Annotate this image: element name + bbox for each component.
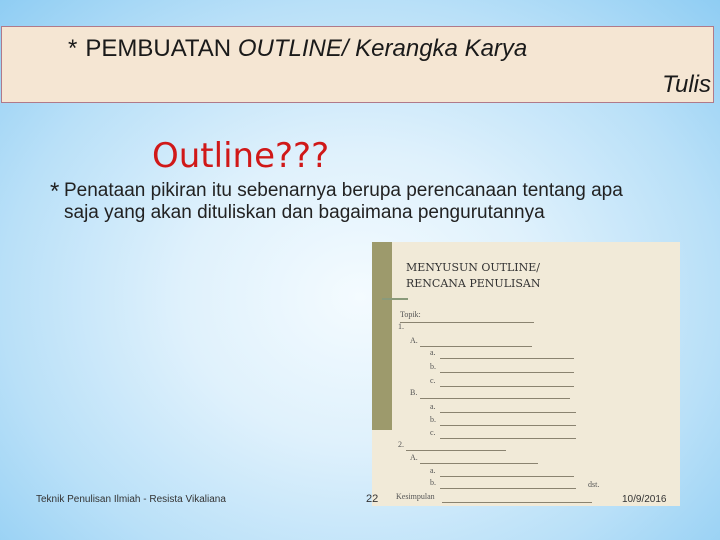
worksheet-line [440,412,576,413]
worksheet-sub-c1: c. [430,376,436,385]
title-bullet: * [68,35,78,62]
worksheet-title [406,260,540,292]
outline-worksheet-image [372,242,680,506]
worksheet-sub-a3: a. [430,466,436,475]
worksheet-line [400,322,534,323]
title-box [1,26,714,103]
worksheet-line [440,438,576,439]
worksheet-sub-b1: b. [430,362,436,371]
worksheet-line [442,502,592,503]
body-text: Penataan pikiran itu sebenarnya berupa perencanaan tentang apa saja yang akan dituliskan dan bagaimana pengurutannya [64,180,623,223]
worksheet-sub-c2: c. [430,428,436,437]
worksheet-line [440,358,574,359]
title-italic: OUTLINE/ Kerangka Karya [237,35,528,62]
worksheet-line [420,346,532,347]
worksheet-item-2: 2. [398,440,404,449]
worksheet-line [440,476,574,477]
worksheet-line [406,450,506,451]
worksheet-item-a2: A. [410,453,418,462]
worksheet-side-bar [372,242,392,430]
worksheet-line [440,372,574,373]
worksheet-topik-label: Topik: [400,310,421,319]
worksheet-line [440,488,576,489]
worksheet-title-line-1: MENYUSUN OUTLINE/ [406,261,541,274]
slide-heading: Outline??? [152,136,330,176]
worksheet-item-a1: A. [410,336,418,345]
footer-date: 10/9/2016 [622,494,667,505]
worksheet-sub-a1: a. [430,348,436,357]
footer-author: Teknik Penulisan Ilmiah - Resista Vikaliana [36,494,226,505]
worksheet-sub-a2: a. [430,402,436,411]
worksheet-line [420,463,538,464]
title-prefix: PEMBUATAN [85,35,238,62]
worksheet-title-line-2: RENCANA PENULISAN [406,277,541,290]
body-bullet: * [50,178,60,205]
worksheet-divider [382,298,408,300]
title-line-1 [68,35,527,63]
worksheet-dst: dst. [588,480,600,489]
worksheet-line [440,425,576,426]
worksheet-item-b: B. [410,388,418,397]
footer-page-number: 22 [366,493,379,505]
worksheet-line [440,386,574,387]
worksheet-sub-b2: b. [430,415,436,424]
worksheet-item-1: 1. [398,322,404,331]
title-line-2: Tulis [662,71,711,98]
worksheet-kesimpulan: Kesimpulan [396,492,435,501]
worksheet-line [420,398,570,399]
worksheet-sub-b3: b. [430,478,436,487]
